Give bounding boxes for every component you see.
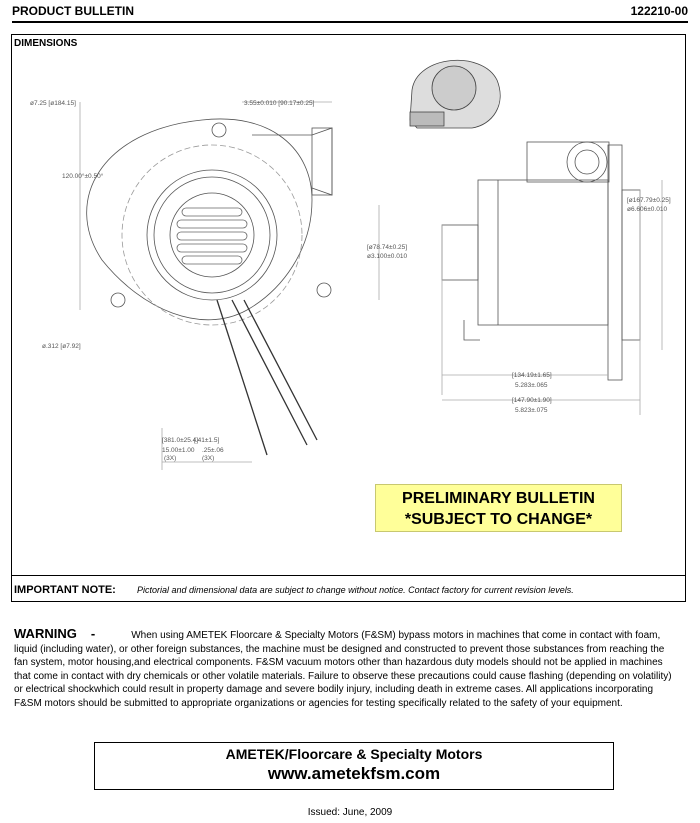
important-note-label: IMPORTANT NOTE: — [14, 584, 116, 596]
lead-wire-1 — [217, 300, 267, 455]
note-divider — [11, 575, 686, 576]
perspective-fan — [432, 66, 476, 110]
side-len1-mm: [134.19±1.65] — [512, 372, 552, 379]
issued-date: Issued: June, 2009 — [307, 807, 393, 818]
bolt-circle — [122, 145, 302, 325]
front-hole-label: ø.312 [ø7.92] — [42, 343, 81, 350]
preliminary-banner — [375, 484, 622, 532]
perspective-outlet — [410, 112, 444, 126]
front-housing-outline — [87, 119, 312, 320]
side-len1-in: 5.283±.065 — [515, 382, 548, 389]
bulletin-title: PRODUCT BULLETIN — [12, 4, 134, 18]
page-header — [12, 2, 688, 23]
lead-strip-in-label: .25±.06 — [202, 447, 224, 454]
side-len2-mm: [147.90±1.90] — [512, 397, 552, 404]
company-name: AMETEK/Floorcare & Specialty Motors — [225, 746, 483, 762]
side-dia-small-mm: [ø78.74±0.25] — [367, 244, 408, 251]
lead-qty-label-1: (3X) — [164, 455, 177, 462]
lead-wire-2 — [232, 300, 307, 445]
warning-block — [14, 627, 679, 711]
front-dia-outer-label: ø7.25 [ø184.15] — [30, 100, 76, 107]
mount-hole-top — [212, 123, 226, 137]
company-box — [94, 742, 614, 790]
side-dia-small-in: ø3.100±0.010 — [367, 253, 408, 260]
outlet-flange — [312, 128, 332, 195]
side-outlet-port — [567, 142, 607, 182]
lead-strip-mm-label: [.41±1.5] — [194, 437, 220, 444]
side-dia-large-mm: [ø167.79±0.25] — [627, 197, 671, 204]
side-len2-in: 5.823±.075 — [515, 407, 548, 414]
side-hub — [442, 225, 478, 280]
side-fan-housing — [608, 145, 622, 380]
motor-body-inner — [154, 177, 270, 293]
bulletin-number: 122210-00 — [630, 4, 688, 18]
warning-label: WARNING — [14, 626, 77, 641]
dimension-drawing — [12, 50, 686, 480]
front-offset-label: 3.55±0.010 [90.17±0.25] — [244, 100, 315, 107]
side-motor-body — [478, 180, 608, 325]
front-angle-label: 120.00°±0.50° — [62, 173, 104, 180]
side-dia-large-in: ø6.606±0.010 — [627, 206, 668, 213]
mount-hole-left — [111, 293, 125, 307]
lead-qty-label-2: (3X) — [202, 455, 215, 462]
mount-hole-right — [317, 283, 331, 297]
lead-length-mm-label: [381.0±25.4] — [162, 437, 199, 444]
important-note-text: Pictorial and dimensional data are subject to change without notice. Contact factory for current revision levels. — [137, 585, 574, 595]
warning-dash: - — [90, 626, 96, 641]
lead-length-in-label: 15.00±1.00 — [162, 447, 195, 454]
dimensions-label: DIMENSIONS — [14, 38, 78, 49]
side-outlet-duct — [527, 142, 609, 182]
warning-text: When using AMETEK Floorcare & Specialty Motors (F&SM) bypass motors in machines that come in contact with foam, liquid (including water), or other foreign substances, the machine must be designed and constructed to prevent those substances from reaching the fan system, motor housing,and electrical components. F&SM vacuum motors other than hazardous duty models should not be applied in machines that come in contact with dry chemicals or other volatile materials. Failure to observe these precautions could cause flashing (depending on volatility) or electrical shockwhich could result in property damage and severe bodily injury, including death in extreme cases. All applications incorporating F&SM motors should be submitted to appropriate organizations or agencies for testing specifically related to the safety of your equipment. — [14, 630, 672, 709]
preliminary-line2: *SUBJECT TO CHANGE* — [404, 511, 593, 528]
company-url[interactable]: www.ametekfsm.com — [267, 764, 441, 783]
motor-body-outer — [147, 170, 277, 300]
preliminary-line1: PRELIMINARY BULLETIN — [402, 490, 595, 507]
